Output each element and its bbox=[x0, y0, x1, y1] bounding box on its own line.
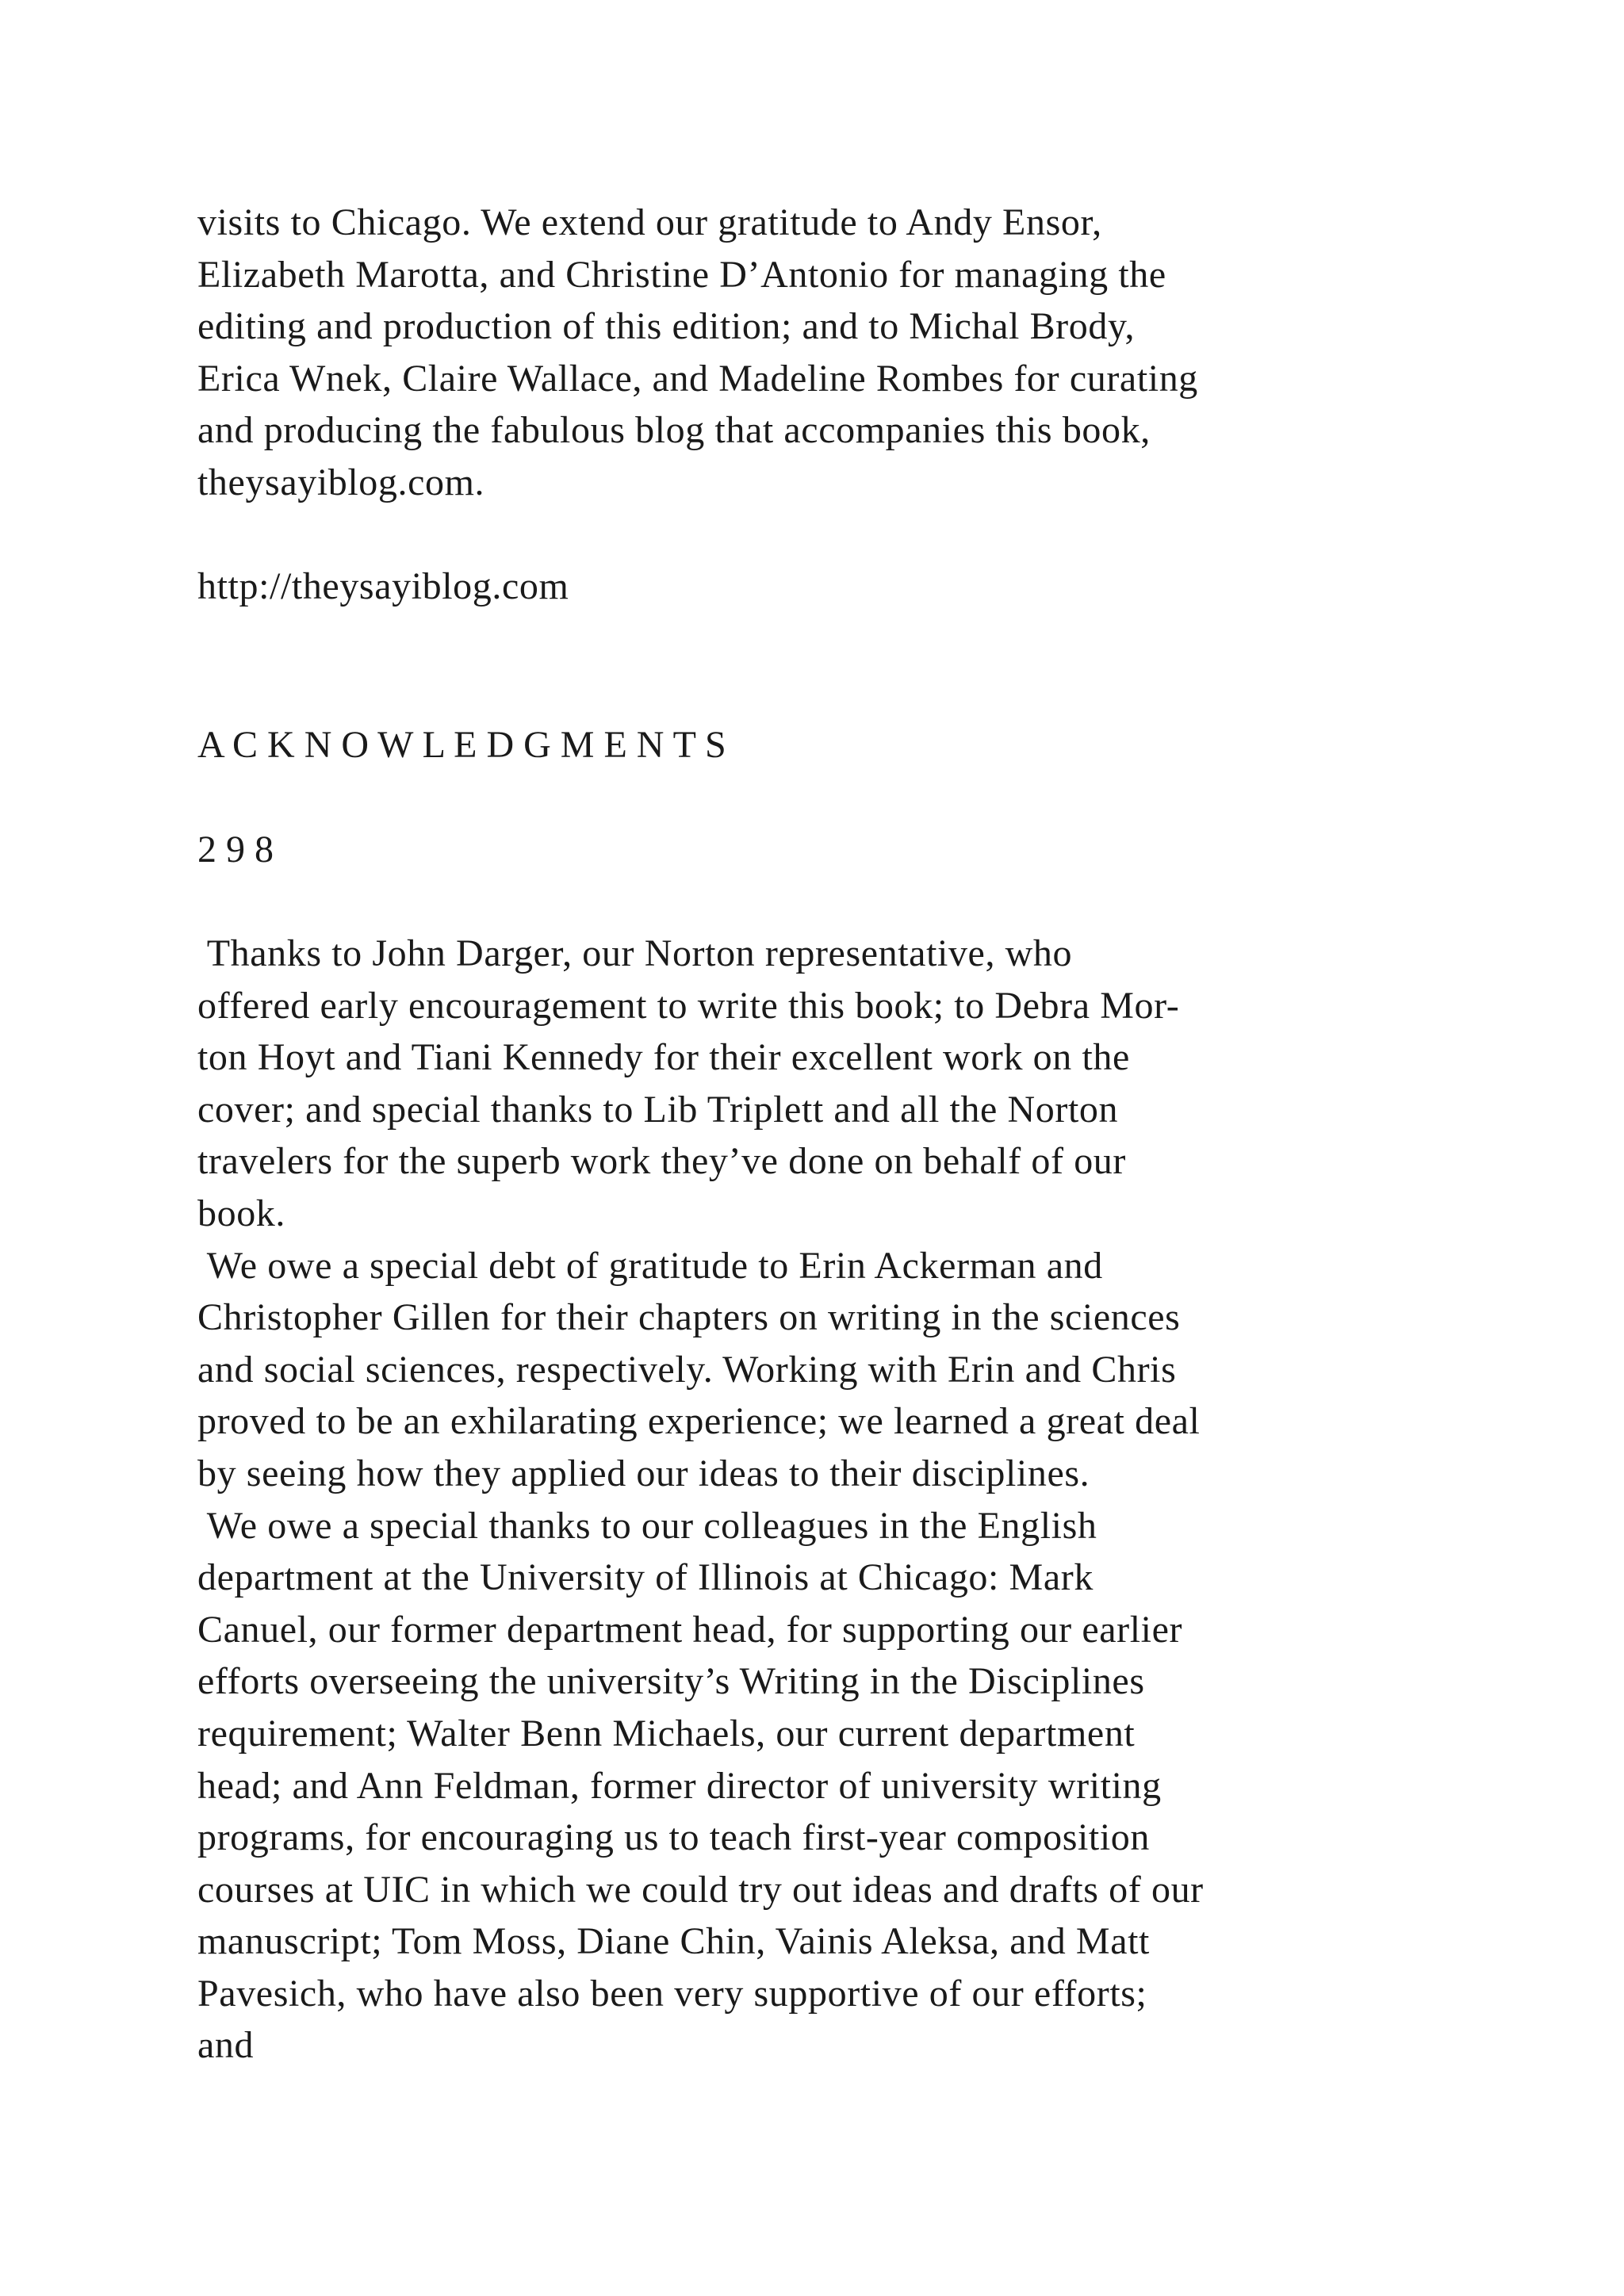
body-line: ton Hoyt and Tiani Kennedy for their excellent work on the bbox=[197, 1036, 1130, 1079]
intro-line: Erica Wnek, Claire Wallace, and Madeline Rombes for curating bbox=[197, 357, 1198, 400]
body-line: by seeing how they applied our ideas to their disciplines. bbox=[197, 1452, 1090, 1494]
body-line: Pavesich, who have also been very supportive of our efforts; bbox=[197, 1972, 1147, 2015]
url-text: http://theysayiblog.com bbox=[197, 565, 569, 607]
url-text-block bbox=[197, 561, 1482, 613]
page-number: 2 9 8 bbox=[197, 828, 274, 871]
body-line: Canuel, our former department head, for supporting our earlier bbox=[197, 1608, 1183, 1651]
body-line: offered early encouragement to write this book; to Debra Mor- bbox=[197, 984, 1180, 1027]
body-paragraphs bbox=[197, 928, 1482, 2072]
body-line: manuscript; Tom Moss, Diane Chin, Vainis Aleksa, and Matt bbox=[197, 1920, 1150, 1963]
body-line: programs, for encouraging us to teach first-year composition bbox=[197, 1816, 1150, 1859]
body-line: travelers for the superb work they’ve done on behalf of our bbox=[197, 1140, 1126, 1183]
body-line: cover; and special thanks to Lib Triplett and all the Norton bbox=[197, 1088, 1119, 1131]
intro-line: and producing the fabulous blog that accompanies this book, bbox=[197, 409, 1151, 452]
body-line: Thanks to John Darger, our Norton representative, who bbox=[197, 932, 1073, 974]
body-line: book. bbox=[197, 1192, 285, 1234]
body-line: We owe a special thanks to our colleagues in the English bbox=[197, 1504, 1097, 1547]
intro-line: Elizabeth Marotta, and Christine D’Antonio for managing the bbox=[197, 253, 1166, 296]
page-number-block bbox=[197, 824, 1482, 876]
section-heading: A C K N O W L E D G M E N T S bbox=[197, 724, 726, 766]
intro-line: theysayiblog.com. bbox=[197, 461, 485, 503]
body-line: efforts overseeing the university’s Writing in the Disciplines bbox=[197, 1660, 1145, 1703]
intro-line: editing and production of this edition; and to Michal Brody, bbox=[197, 305, 1136, 348]
body-line: proved to be an exhilarating experience; we learned a great deal bbox=[197, 1400, 1201, 1443]
body-line: We owe a special debt of gratitude to Erin Ackerman and bbox=[197, 1244, 1103, 1287]
body-line: courses at UIC in which we could try out ideas and drafts of our bbox=[197, 1868, 1204, 1911]
body-line: requirement; Walter Benn Michaels, our current department bbox=[197, 1712, 1136, 1755]
body-line: department at the University of Illinois at Chicago: Mark bbox=[197, 1556, 1094, 1599]
section-heading-block bbox=[197, 719, 1482, 771]
body-line: and bbox=[197, 2024, 255, 2067]
intro-line: visits to Chicago. We extend our gratitude to Andy Ensor, bbox=[197, 201, 1102, 243]
body-line: head; and Ann Feldman, former director of university writing bbox=[197, 1764, 1162, 1807]
body-line: Christopher Gillen for their chapters on writing in the sciences bbox=[197, 1296, 1181, 1339]
body-line: and social sciences, respectively. Working with Erin and Chris bbox=[197, 1348, 1177, 1391]
intro-paragraph bbox=[197, 197, 1482, 509]
